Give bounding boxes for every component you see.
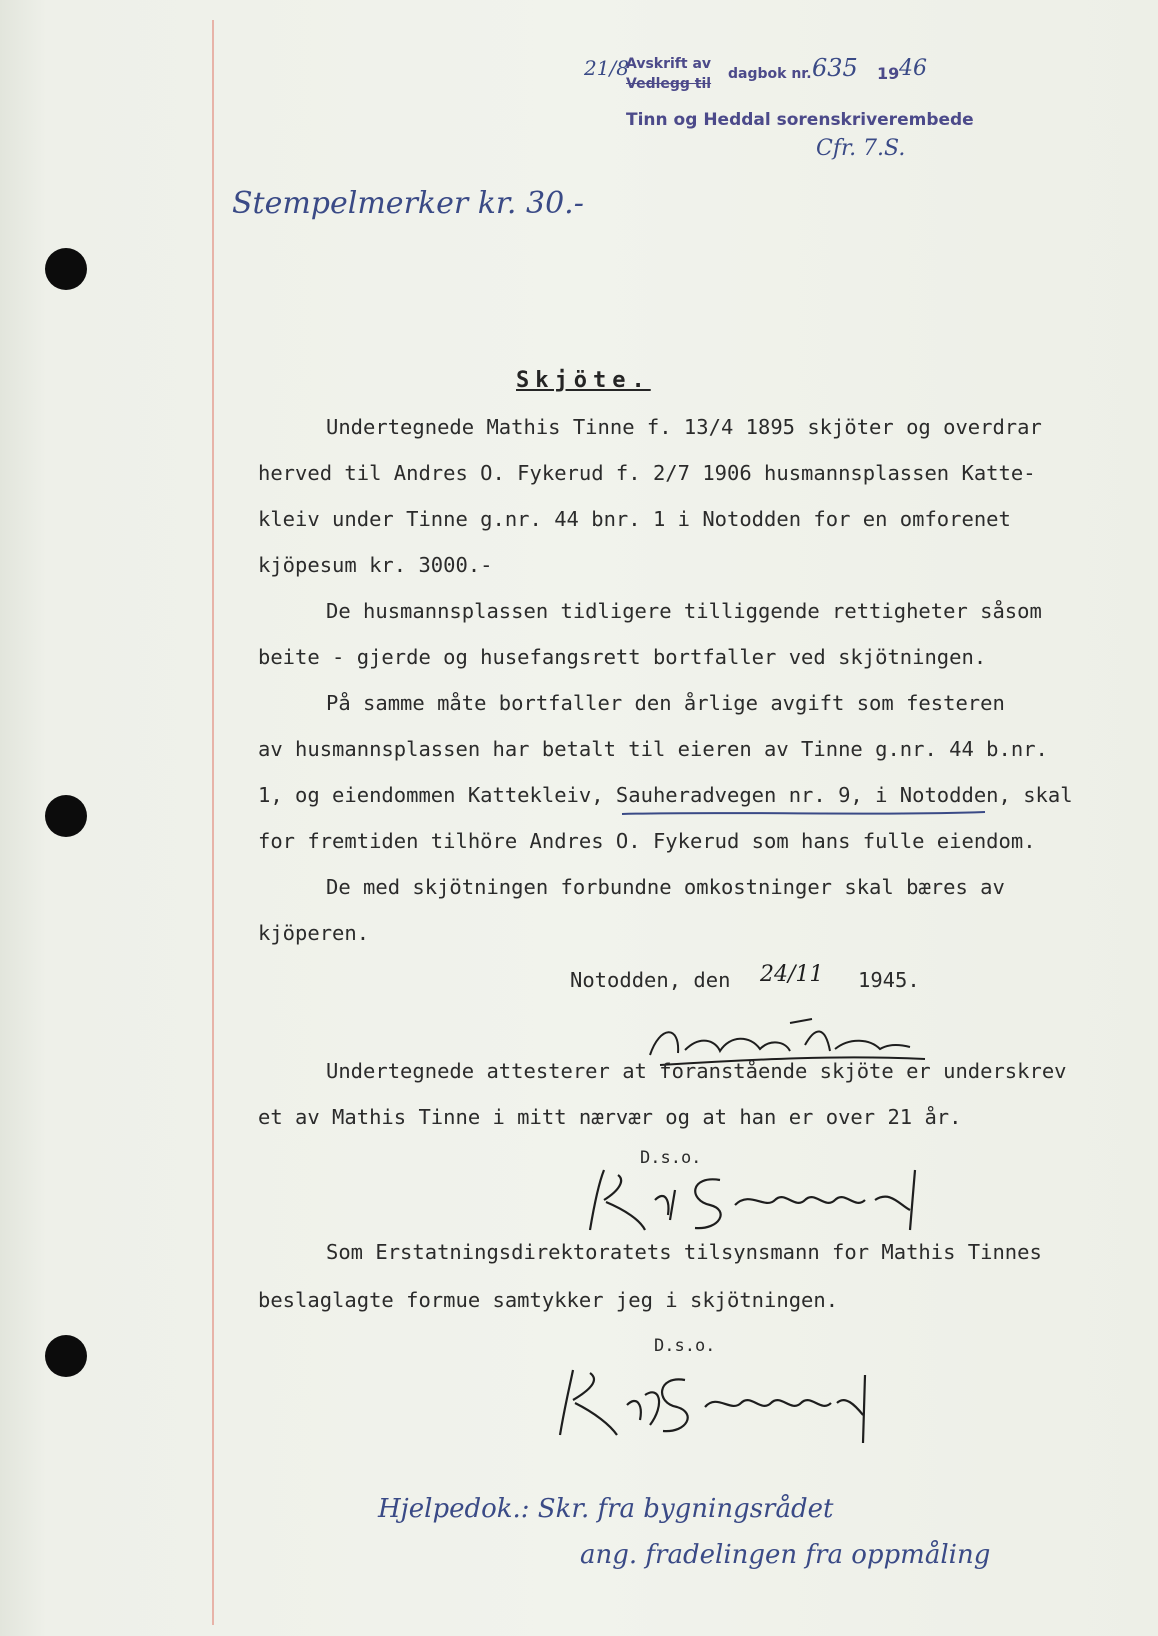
stamp-fee-note: Stempelmerker kr. 30.- xyxy=(232,186,584,221)
body-line: av husmannsplassen har betalt til eieren av Tinne g.nr. 44 b.nr. xyxy=(258,737,1048,761)
stamp-dagbok-label: dagbok nr. xyxy=(728,66,812,82)
punch-hole xyxy=(45,795,87,837)
place-date-prefix: Notodden, den xyxy=(570,968,731,992)
stamp-date: 21/8 xyxy=(584,56,629,80)
margin-line xyxy=(212,20,214,1625)
stamp-year-prefix: 19 xyxy=(877,64,900,83)
dso-2: D.s.o. xyxy=(654,1336,716,1356)
stamp-dagbok-number: 635 xyxy=(812,54,858,82)
signature-knut-1 xyxy=(570,1160,950,1240)
place-date-year: 1945. xyxy=(858,968,920,992)
stamp-line1-prefix: Avskrift av xyxy=(626,56,712,72)
consent-line: beslaglagte formue samtykker jeg i skjötningen. xyxy=(258,1288,839,1312)
attest-line: Undertegnede attesterer at foranstående skjöte er underskrev xyxy=(326,1059,1067,1083)
body-line: herved til Andres O. Fykerud f. 2/7 1906 husmannsplassen Katte- xyxy=(258,461,1036,485)
attest-line: et av Mathis Tinne i mitt nærvær og at han er over 21 år. xyxy=(258,1105,962,1129)
body-line: På samme måte bortfaller den årlige avgift som festeren xyxy=(326,691,1005,715)
address-underline xyxy=(620,808,990,820)
punch-hole xyxy=(45,248,87,290)
body-line: kjöpesum kr. 3000.- xyxy=(258,553,493,577)
footer-note-line2: ang. fradelingen fra oppmåling xyxy=(580,1540,991,1570)
document-title: Skjöte. xyxy=(516,368,651,393)
body-line: for fremtiden tilhöre Andres O. Fykerud som hans fulle eiendom. xyxy=(258,829,1036,853)
stamp-line1-strike: Vedlegg til xyxy=(626,76,712,92)
body-line: kleiv under Tinne g.nr. 44 bnr. 1 i Notodden for en omforenet xyxy=(258,507,1011,531)
body-line: 1, og eiendommen Kattekleiv, Sauheradvegen nr. 9, i Notodden, skal xyxy=(258,783,1073,807)
signature-knut-2 xyxy=(545,1355,895,1445)
footer-note-line1: Hjelpedok.: Skr. fra bygningsrådet xyxy=(378,1494,834,1524)
body-line: Undertegnede Mathis Tinne f. 13/4 1895 skjöter og overdrar xyxy=(326,415,1042,439)
body-line: De med skjötningen forbundne omkostninger skal bæres av xyxy=(326,875,1005,899)
body-line: De husmannsplassen tidligere tilliggende rettigheter såsom xyxy=(326,599,1042,623)
punch-hole xyxy=(45,1335,87,1377)
stamp-initials: Cfr. 7.S. xyxy=(816,136,906,161)
body-line: beite - gjerde og husefangsrett bortfaller ved skjötningen. xyxy=(258,645,987,669)
stamp-year-suffix: 46 xyxy=(899,56,927,81)
place-date-hand: 24/11 xyxy=(760,962,824,987)
dso-1: D.s.o. xyxy=(640,1148,702,1168)
body-line: kjöperen. xyxy=(258,921,370,945)
stamp-office: Tinn og Heddal sorenskriverembede xyxy=(626,110,974,130)
consent-line: Som Erstatningsdirektoratets tilsynsmann for Mathis Tinnes xyxy=(326,1240,1042,1264)
